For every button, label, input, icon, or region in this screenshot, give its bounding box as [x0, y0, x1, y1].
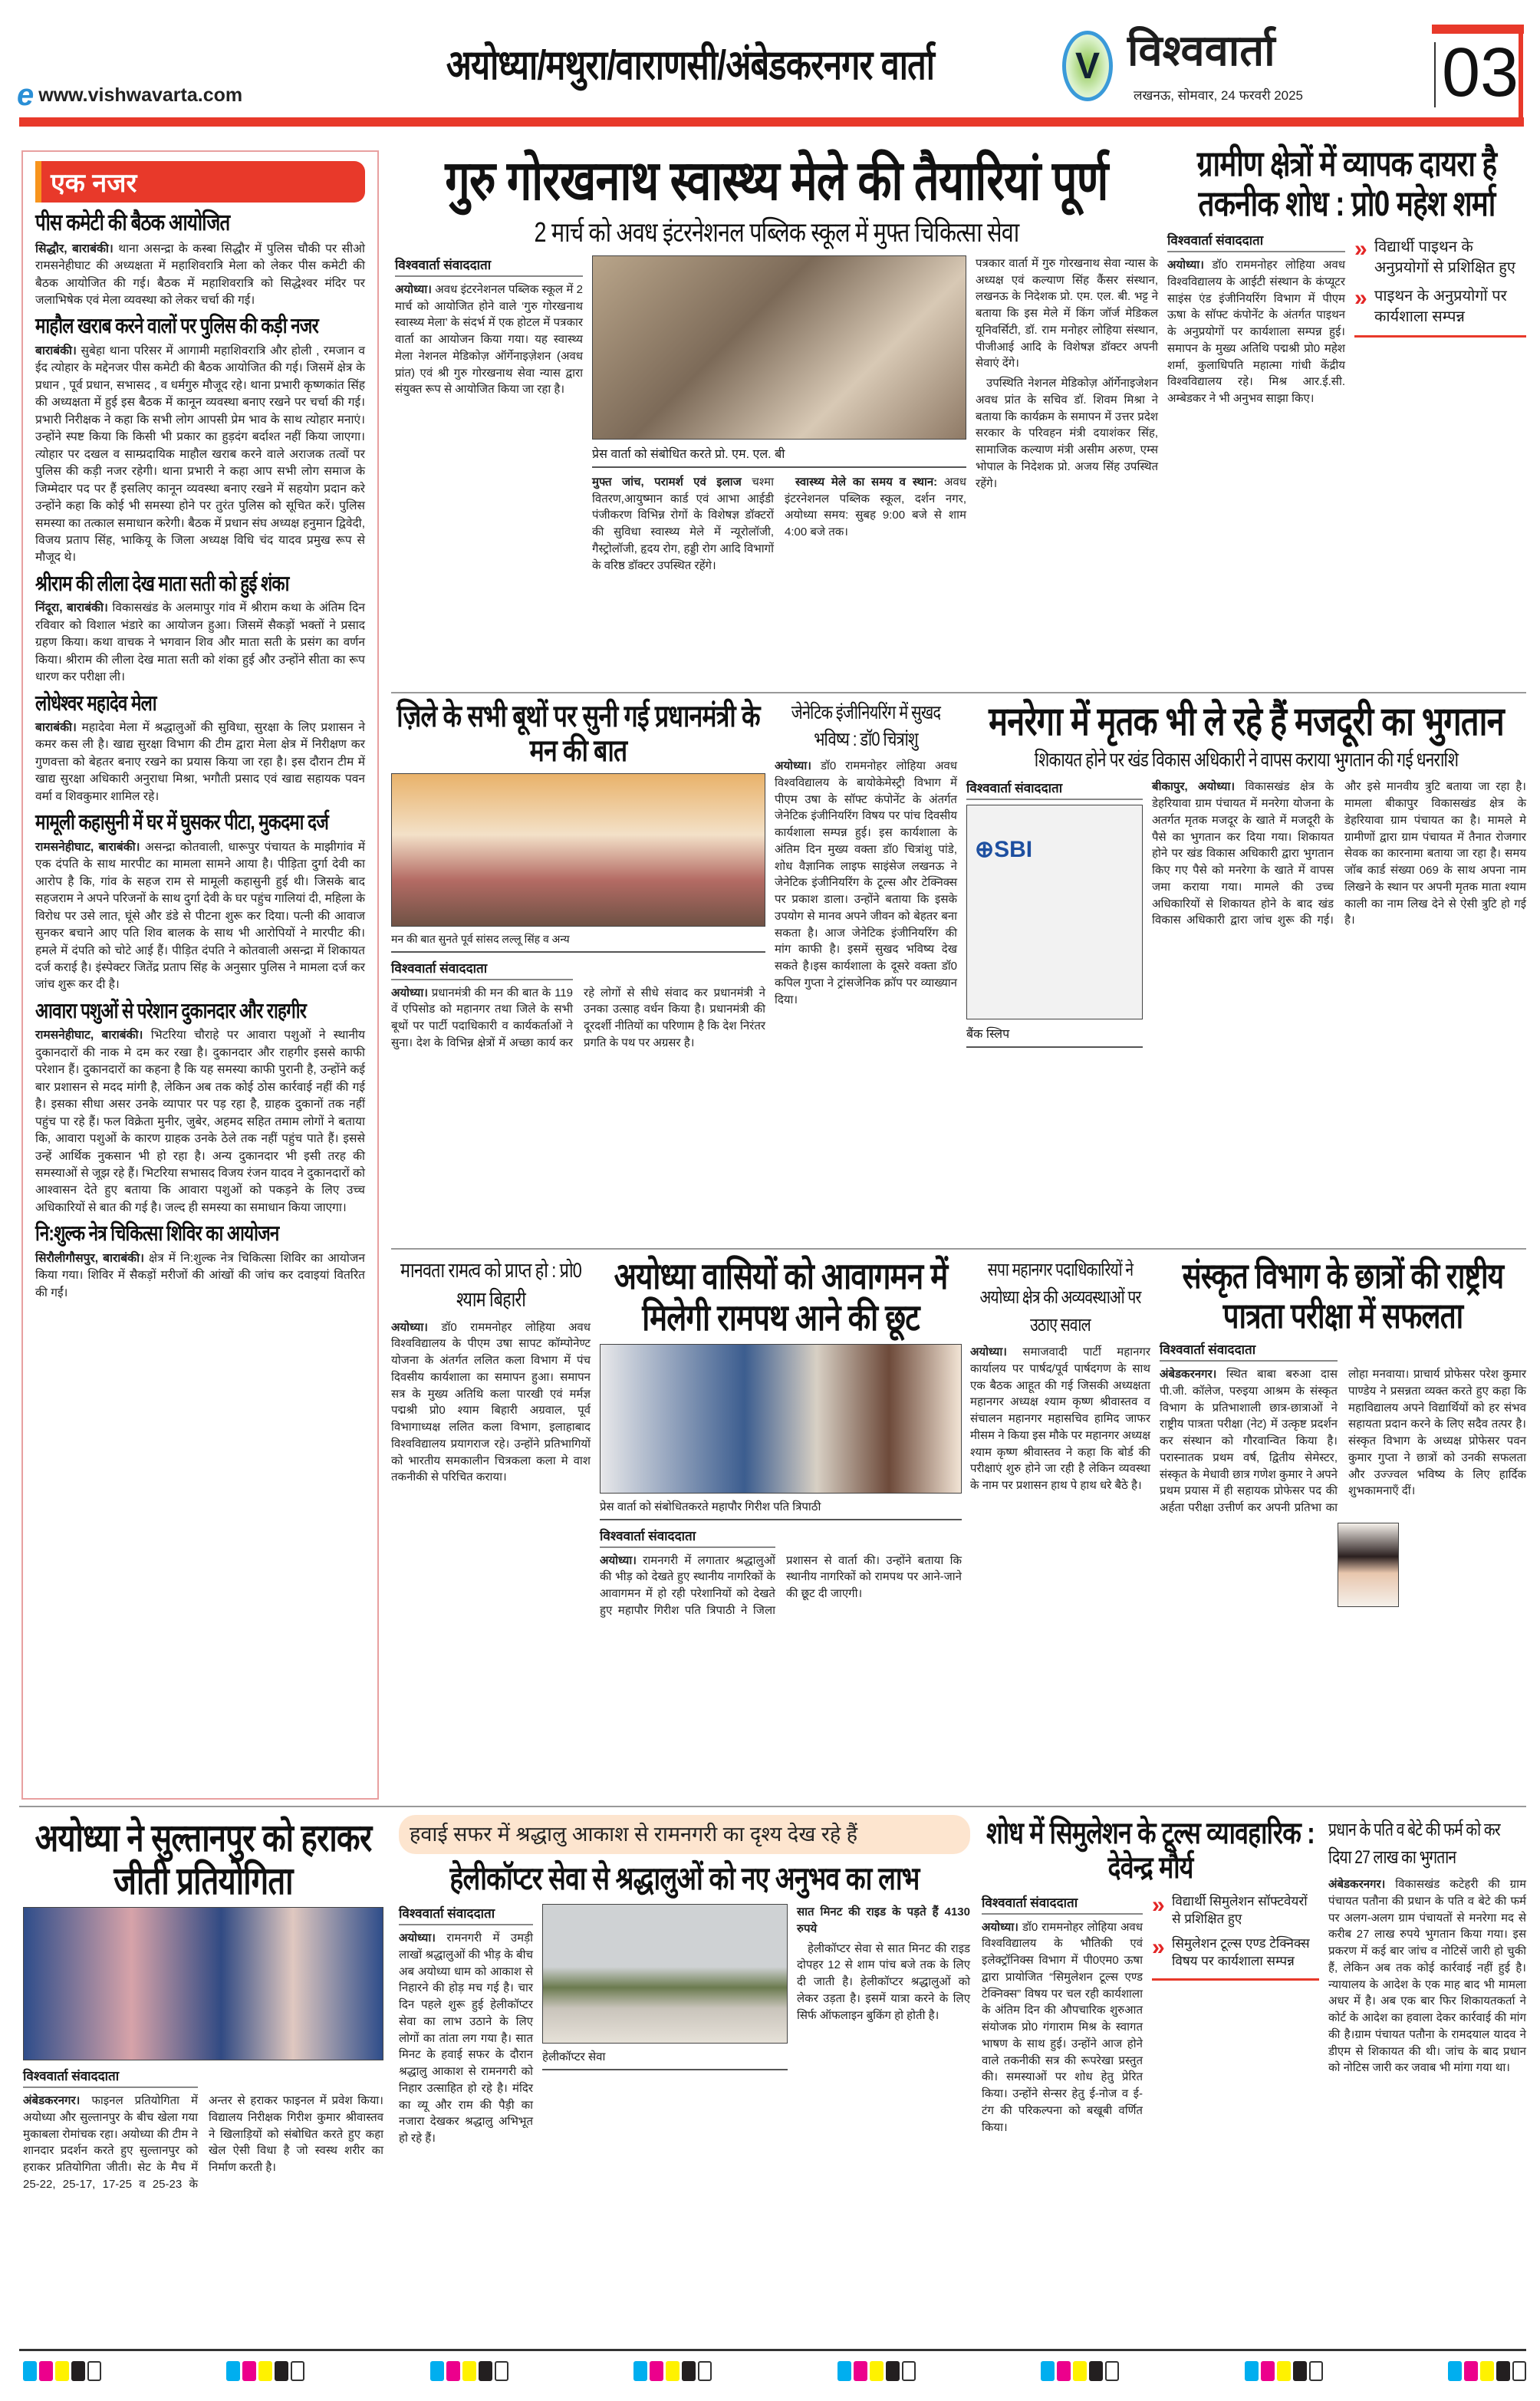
article-body: अयोध्या। समाजवादी पार्टी महानगर कार्यालय पर पार्षद/पूर्व पार्षदगण के साथ एक बैठक आहूत की गई जिसकी अध्यक्षता महानगर अध्यक्ष श्याम कृष्ण श्रीवास्तव व संचालन महानगर महासचिव हामिद जाफर मीसम ने किया इस मौके पर महानगर अध्यक्ष श्याम कृष्ण श्रीवास्तव ने कहा कि बोर्ड की परीक्षाएं शुरु होने जा रही है लेकिन व्यवस्था के नाम पर प्रशासन हाथ पे हाथ धरे बैठे है।: [970, 1345, 1150, 1492]
article-body: बीकापुर, अयोध्या। विकासखंड क्षेत्र के डेहरियावा ग्राम पंचायत में मनरेगा योजना के अतर्गत मृतक मजदूर के खाते में मजदूरी के पैसे का भुगतान कर दिया गया। शिकायत होने पर खंड विकास अधिकारी द्वारा भुगतान किए गए पैसे को मनरेगा के खाते में वापस जमा कराया गया। मामले की उच्च अधिकारियों से शिकायत होने के बाद खंड विकास अधिकारी द्वारा जांच शुरू की गई। और इसे मानवीय त्रुटि बताया जा रहा है। मामला बीकापुर विकासखंड क्षेत्र के डेहरियावा ग्राम पंचायत का है। मामले मे ग्रामीणों द्वारा ग्राम पंचायत में तैनात रोजगार सेवक का कारनामा बताया जा रहा है। समय जॉब कार्ड संख्या 069 के साथ अपना नाम लिखने के स्थान पर अपनी मृतक माता श्याम काली का नाम लिख देने से ऐसी त्रुटि हो गई है।: [1152, 780, 1526, 927]
color-swatch: [1073, 2361, 1087, 2381]
photo-caption: प्रेस वार्ता को संबोधित करते प्रो. एम. एल. बी: [592, 442, 966, 468]
headline: अयोध्या ने सुल्तानपुर को हराकर जीती प्रतियोगिता: [35, 1816, 372, 1902]
photo-caption: मन की बात सुनते पूर्व सांसद लल्लू सिंह व अन्य: [391, 929, 765, 953]
photo-caption: बैंक स्लिप: [966, 1022, 1143, 1048]
brief-body: निंदूरा, बाराबंकी। विकासखंड के अलमापुर गांव में श्रीराम कथा के अंतिम दिन रविवार को विशाल भंडारे का आयोजन हुआ। जिसमें सैकड़ों भक्तों ने प्रसाद ग्रहण किया। कथा वाचक ने भगवान शिव और माता सती के प्रसंग का वर्णन किया। श्रीराम की लीला देख माता सती को शंका हुई और उन्होंने सीता का रूप धारण कर परीक्षा ली।: [35, 601, 365, 684]
article-body: अयोध्या। डॉ0 राममनोहर लोहिया अवध विश्वविद्यालय के भौतिकी एवं इलेक्ट्रॉनिक्स विभाग में पी0एम0 ऊषा द्वारा प्रायोजित “सिमुलेशन टूल्स एण्ड टेक्निक्स” विषय पर चल रही कार्यशाला के अंतिम दिन की औपचारिक शुरुआत संयोजक प्रो0 गंगाराम मिश्र के स्वागत भाषण के साथ हुई। उन्होंने आज होने वाले तकनीकी सत्र की रूपरेखा प्रस्तुत की। समस्याओं पर शोध हेतु प्रेरित किया। उन्होंने सेन्सर हेतु ई-नोज व ई-टंग की परिकल्पना को बखूबी वर्णित किया।: [982, 1920, 1143, 2134]
headline: मानवता रामत्व को प्राप्त हो : प्रो0 श्याम बिहारी: [400, 1259, 581, 1311]
article-body: अयोध्या। रामनगरी में उमड़ी लाखों श्रद्धालुओं की भीड़ के बीच अब अयोध्या धाम को आकाश से निहारने की होड़ मच गई है। चार दिन पहले शुरू हुई हेलीकॉप्टर सेवा का लाभ उठाने के लिए लोगों का तांता लग गया है। सात मिनट के हवाई सफर के दौरान श्रद्धालु आकाश से रामनगरी को निहार उत्साहित हो रहे है। मंदिर का व्यू और राम की पैड़ी का नजारा देखकर श्रद्धालु अभिभूत हो रहे हैं।: [399, 1932, 534, 2146]
color-swatch: [275, 2361, 288, 2381]
article-body: अयोध्या। डॉ0 राममनोहर लोहिया अवध विश्वविद्यालय के बायोकेमेस्ट्री विभाग में पीएम उषा के सॉफ्ट कंपोनेंट के अंतर्गत जेनेटिक इंजीनियरिंग विषय पर पांच दिवसीय कार्यशाला सम्पन्न हुई। इस कार्यशाला के अंतिम दिन मुख्य वक्ता डॉ0 चित्रांशु पांडे, शोध वैज्ञानिक लाइफ साइंसेज लखनऊ ने जेनेटिक इंजीनियरिंग के टूल्स और टेक्निक्स पर प्रकाश डाला। उन्होंने बताया कि इसके उपयोग से मानव अपने जीवन को बेहतर बना सकता है। आज जेनेटिक इंजीनियरिंग की मांग काफी है। इसमें सुखद भविष्य देख सकते है।इस कार्यशाला के दूसरे वक्ता डॉ0 कपिल गुप्ता ने ट्रांसजेनिक क्रॉप पर व्याख्यान दिया।: [775, 759, 957, 1006]
color-swatch: [71, 2361, 85, 2381]
byline: विश्ववार्ता संवाददाता: [1160, 1340, 1338, 1362]
headline: जेनेटिक इंजीनियरिंग में सुखद भविष्य : डॉ0 चित्रांशु: [791, 702, 941, 750]
color-swatch: [870, 2361, 884, 2381]
print-color-marks: [23, 2361, 1526, 2381]
lead-headline: गुरु गोरखनाथ स्वास्थ्य मेले की तैयारियां पूर्ण: [445, 150, 1108, 212]
color-swatch: [1245, 2361, 1259, 2381]
genetic-article: [775, 700, 957, 1011]
color-swatch: [258, 2361, 272, 2381]
helicopter-photo: [542, 1904, 788, 2044]
news-brief: [35, 691, 365, 806]
brief-headline: नि:शुल्क नेत्र चिकित्सा शिविर का आयोजन: [35, 1221, 279, 1246]
headline: ग्रामीण क्षेत्रों में व्यापक दायरा है तकनीक शोध : प्रो0 महेश शर्मा: [1196, 143, 1497, 223]
divider: [391, 692, 1526, 693]
brief-headline: पीस कमेटी की बैठक आयोजित: [35, 210, 230, 235]
color-swatch: [633, 2361, 647, 2381]
tech-research-article: [1167, 144, 1526, 410]
color-swatch: [650, 2361, 663, 2381]
photo-caption: हेलीकॉप्टर सेवा: [542, 2046, 788, 2070]
byline: विश्ववार्ता संवाददाता: [399, 1904, 533, 1925]
simulation-article: [982, 1816, 1319, 2139]
byline: विश्ववार्ता संवाददाता: [1167, 231, 1345, 252]
article-body: पत्रकार वार्ता में गुरु गोरखनाथ सेवा न्यास के अध्यक्ष एवं कल्याण सिंह कैंसर संस्थान, लखनऊ के निदेशक प्रो. एम. एल. बी. भट्ट ने बताया कि इस मेले में किंग जॉर्ज मेडिकल यूनिवर्सिटी, डॉ. राम मनोहर लोहिया संस्थान, पीजीआई आदि के विशेषज्ञ डॉक्टर अपनी सेवाएं देंगे। उपस्थिति नेशनल मेडिकोज़ ऑर्गेनाइजेशन अवध प्रांत के सचिव डॉ. शिवम मिश्रा ने बताया कि कार्यक्रम के समापन में उत्तर प्रदेश सरकार के परिवहन मंत्री दयाशंकर सिंह, सामाजिक कल्याण मंत्री असीम अरुण, एम्स भोपाल के निदेशक प्रो. अजय सिंह उपस्थित रहेंगे।: [976, 256, 1158, 490]
kicker: हवाई सफर में श्रद्धालु आकाश से रामनगरी का दृश्य देख रहे हैं: [399, 1815, 970, 1854]
article-body: अयोध्या। डॉ0 राममनोहर लोहिया अवध विश्वविद्यालय के आईटी संस्थान के कंप्यूटर साइंस एंड इंजीनियरिंग विभाग में पीएम ऊषा के सॉफ्ट कंपोनेंट के अंतर्गत पाइथन के अनुप्रयोगों पर कार्यशाला सम्पन्न हुई। समापन के मुख्य अतिथि पद्मश्री प्रो0 महेश शर्मा, कुलाधिपति महात्मा गांधी केंद्रीय विश्वविद्यालय रहे। मिश्र आर.ई.सी. अम्बेडकर ने भी अनुभव साझा किए।: [1167, 259, 1345, 406]
color-swatch: [1448, 2361, 1462, 2381]
color-swatch: [854, 2361, 867, 2381]
event-photo: [391, 773, 765, 927]
lead-article: [395, 150, 1158, 574]
team-photo: [23, 1907, 383, 2060]
color-registration-mark: [1245, 2361, 1323, 2381]
highlight-bullet: » विद्यार्थी सिमुलेशन सॉफ्टवेयरों से प्रशिक्षित हुए: [1152, 1893, 1319, 1928]
page-number: 03: [1442, 35, 1519, 111]
divider: [391, 1248, 1526, 1250]
color-swatch: [1057, 2361, 1071, 2381]
brief-body: रामसनेहीघाट, बाराबंकी। असन्द्रा कोतवाली, धारूपुर पंचायत के माझीगांव में एक दंपति के साथ मारपीट का मामला सामने आया है। पीड़िता दुर्गा देवी का आरोप है कि, गांव के सहज राम से मामूली कहासुनी हुई थी। जिसके बाद सहजराम ने अपने परिजनों के साथ दुर्गा देवी के घर पहुंच गालियां दी, महिला के विरोध पर उसे लात, घूंसे और डंडे से पीटना शुरू कर दिया। पत्नी की आवाज सुनकर बचाने आए पति शिव बालक के साथ भी आरोपियों ने मारपीट की। हमले में दंपति को चोटे आई हैं। पीड़ित दंपति ने कोतवाली असन्द्रा में शिकायत दर्ज कराई है। इंस्पेक्टर जितेंद्र प्रताप सिंह के अनुसार पुलिस ने मामला दर्ज कर जांच शुरू कर दी है।: [35, 840, 365, 992]
news-brief: [35, 571, 365, 687]
color-swatch: [430, 2361, 444, 2381]
ek-nazar-label: एक नजर: [35, 161, 365, 203]
brief-headline: लोधेश्वर महादेव मेला: [35, 690, 156, 715]
color-swatch: [1480, 2361, 1494, 2381]
headline: संस्कृत विभाग के छात्रों की राष्ट्रीय पात्रता परीक्षा में सफलता: [1182, 1256, 1504, 1336]
sp-article: [970, 1256, 1150, 1497]
brief-body: सिद्धौर, बाराबंकी। थाना असन्द्रा के कस्बा सिद्धौर में पुलिस चौकी पर सीओ रामसनेहीघाट की अध्यक्षता में महाशिवरात्रि मेला को लेकर पीस कमेटी की बैठक आयोजित की गई। बैठक में महाशिवरात्रि को सिद्धेश्वर मंदिर पर जलाभिषेक एवं मेला व्यवस्था को लेकर चर्चा की गई।: [35, 242, 365, 307]
headline: प्रधान के पति व बेटे की फर्म को कर दिया 27 लाख का भुगतान: [1328, 1820, 1500, 1868]
color-registration-mark: [226, 2361, 304, 2381]
color-swatch: [682, 2361, 696, 2381]
color-registration-mark: [430, 2361, 508, 2381]
color-swatch: [886, 2361, 900, 2381]
masthead-rule: [19, 117, 1524, 127]
article-body: अयोध्या। रामनगरी में लगातार श्रद्धालुओं की भीड़ को देखते हुए स्थानीय नागरिकों के आवागमन में हो रही परेशानियों को देखते हुए महापौर गिरीश पति त्रिपाठी ने जिला प्रशासन से वार्ता की। उन्होंने बताया कि स्थानीय नागरिकों को रामपथ पर आने-जाने की छूट दी जाएगी।: [600, 1553, 962, 1617]
headline: शोध में सिमुलेशन के टूल्स व्यावहारिक : देवेन्द्र मौर्य: [986, 1816, 1315, 1885]
page-number-edge: [1519, 25, 1523, 124]
headline: हेलीकॉप्टर सेवा से श्रद्धालुओं को नए अनुभव का लाभ: [449, 1860, 920, 1897]
crosshair-swatch: [1512, 2361, 1526, 2381]
news-brief: [35, 810, 365, 994]
color-swatch: [666, 2361, 680, 2381]
headline: सपा महानगर पदाधिकारियों ने अयोध्या क्षेत्र की अव्यवस्थाओं पर उठाए सवाल: [979, 1260, 1141, 1336]
byline: विश्ववार्ता संवाददाता: [600, 1527, 775, 1548]
color-swatch: [55, 2361, 69, 2381]
color-swatch: [1496, 2361, 1510, 2381]
mann-ki-baat-article: [391, 700, 765, 1053]
headline: मनरेगा में मृतक भी ले रहे हैं मजदूरी का भुगतान: [989, 700, 1504, 744]
byline: विश्ववार्ता संवाददाता: [23, 2067, 198, 2088]
lead-photo: [592, 255, 966, 440]
page-number-bar: [1432, 25, 1524, 34]
color-swatch: [1041, 2361, 1055, 2381]
color-registration-mark: [23, 2361, 101, 2381]
color-swatch: [479, 2361, 492, 2381]
crosshair-swatch: [495, 2361, 508, 2381]
photo-caption: प्रेस वार्ता को संबोधितकरते महापौर गिरीश पति त्रिपाठी: [600, 1496, 962, 1520]
byline: विश्ववार्ता संवाददाता: [395, 255, 583, 277]
paper-logo: V: [1062, 31, 1113, 101]
crosshair-swatch: [291, 2361, 304, 2381]
article-body: सात मिनट की राइड के पड़ते हैं 4130 रुपये हेलीकॉप्टर सेवा से सात मिनट की राइड दोपहर 12 से शाम पांच बजे तक के लिए दी जाती है। हेलीकॉप्टर श्रद्धालुओं को लेकर उड़ता है। इसमें यात्रा करने के लिए सिर्फ ऑफलाइन बुकिंग हो होती है।: [797, 1905, 970, 2022]
divider: [1434, 42, 1436, 107]
highlight-bullet: » सिमुलेशन टूल्स एण्ड टेक्निक्स विषय पर कार्यशाला सम्पन्न: [1152, 1935, 1319, 1971]
color-swatch: [837, 2361, 851, 2381]
brief-headline: आवारा पशुओं से परेशान दुकानदार और राहगीर: [35, 998, 307, 1023]
rampath-article: [600, 1256, 962, 1619]
subhead: शिकायत होने पर खंड विकास अधिकारी ने वापस कराया भुगतान की गई धनराशि: [1034, 748, 1459, 772]
footer-rule: [19, 2349, 1526, 2351]
color-swatch: [462, 2361, 476, 2381]
article-body: अंबेडकरनगर। फाइनल प्रतियोगिता में अयोध्या और सुल्तानपुर के बीच खेला गया मुकाबला रोमांचक रहा। अयोध्या की टीम ने शानदार प्रदर्शन करते हुए सुल्तानपुर को हराकर प्रतियोगिता जीती। सेट के मैच में 25-22, 25-17, 17-25 व 25-23 के अन्तर से हराकर फाइनल में प्रवेश किया। विद्यालय निरीक्षक गिरीश कुमार श्रीवास्तव ने खिलाड़ियों को संबोधित करते हुए कहा खेल ऐसी विधा है जो स्वस्थ शरीर का निर्माण करती है।: [23, 2094, 383, 2191]
student-photo: [1338, 1523, 1399, 1607]
crosshair-swatch: [1309, 2361, 1323, 2381]
news-brief: [35, 999, 365, 1217]
bank-slip-photo: [966, 805, 1143, 1019]
color-swatch: [1089, 2361, 1103, 2381]
byline: विश्ववार्ता संवाददाता: [982, 1893, 1143, 1915]
headline: ज़िले के सभी बूथों पर सुनी गई प्रधानमंत्री के मन की बात: [397, 700, 760, 768]
divider: [19, 1806, 1526, 1807]
article-body: अयोध्या। अवध इंटरनेशनल पब्लिक स्कूल में 2 मार्च को आयोजित होने वाले ‘गुरु गोरखनाथ स्वास्थ्य मेला’ के संदर्भ में एक होटल में पत्रकार वार्ता का आयोजन किया गया। यह स्वास्थ्य मेला नेशनल मेडिकोज़ ऑर्गेनाइज़ेशन (अवध प्रांत) एवं श्री गुरु गोरखनाथ सेवा न्यास द्वारा संयुक्त रूप से आयोजित किया जा रहा है।: [395, 282, 583, 397]
crosshair-swatch: [902, 2361, 916, 2381]
sanskrit-article: [1160, 1256, 1526, 1607]
divider: [1152, 1978, 1319, 1981]
color-swatch: [1464, 2361, 1478, 2381]
highlight-bullet: » पाइथन के अनुप्रयोगों पर कार्यशाला सम्पन्न: [1354, 286, 1526, 328]
color-registration-mark: [1448, 2361, 1526, 2381]
color-swatch: [39, 2361, 53, 2381]
press-conference-photo: [600, 1344, 962, 1494]
manrega-article: [966, 700, 1526, 1054]
article-body: अयोध्या। प्रधानमंत्री की मन की बात के 119 वें एपिसोड को महानगर तथा जिले के सभी बूथों पर पार्टी पदाधिकारी व कार्यकर्ताओं ने सुना। देश के विभिन्न क्षेत्रों में अच्छा कार्य कर रहे लोगों से सीधे संवाद कर प्रधानमंत्री ने उनका उत्साह वर्धन किया है। प्रधानमंत्री की दूरदर्शी नीतियों का परिणाम है कि देश निरंतर प्रगति के पथ पर अग्रसर है।: [391, 986, 765, 1049]
color-swatch: [1277, 2361, 1291, 2381]
crosshair-swatch: [1105, 2361, 1119, 2381]
brief-headline: माहौल खराब करने वालों पर पुलिस की कड़ी नजर: [35, 314, 318, 338]
crosshair-swatch: [698, 2361, 712, 2381]
color-registration-mark: [633, 2361, 712, 2381]
news-brief: [35, 210, 365, 309]
article-body: अयोध्या। डॉ0 राममनोहर लोहिया अवध विश्वविद्यालय के पीएम उषा सापट कॉम्पोनेण्ट योजना के अंतर्गत ललित कला विभाग में पंच दिवसीय कार्यशाला का समापन हुआ। समापन सत्र के मुख्य अतिथि कला पारखी एवं मर्मज्ञ पद्मश्री प्रो0 श्याम बिहारी अग्रवाल, पूर्व विभागाध्यक्ष ललित कला विभाग, इलाहाबाद विश्वविद्यालय प्रयागराज रहे। उन्होंने प्रतिभागियों को भारतीय समकालीन चित्रकला कला मे वाश तकनीकी से परिचित कराया।: [391, 1320, 591, 1484]
lead-subhead: 2 मार्च को अवध इंटरनेशनल पब्लिक स्कूल में मुफ्त चिकित्सा सेवा: [534, 216, 1019, 248]
pradhan-article: [1328, 1816, 1526, 2080]
color-registration-mark: [1041, 2361, 1119, 2381]
news-brief: [35, 314, 365, 566]
edition-title: अयोध्या/मथुरा/वाराणसी/अंबेडकरनगर वार्ता: [446, 42, 935, 88]
browser-e-icon: e: [17, 78, 35, 112]
article-body: मुफ्त जांच, परामर्श एवं इलाज चश्मा वितरण,आयुष्मान कार्ड एवं आभा आईडी पंजीकरण विभिन्न रोगों के विशेषज्ञ डॉक्टरों की सुविधा स्वास्थ्य मेले में न्यूरोलॉजी, गैस्ट्रोलॉजी, हृदय रोग, हड्डी रोग आदि विभागों के वरिष्ठ डॉक्टर उपस्थित रहेंगे। स्वास्थ्य मेले का समय व स्थान: अवध इंटरनेशनल पब्लिक स्कूल, दर्शन नगर, अयोध्या समय: सुबह 9:00 बजे से शाम 4:00 बजे तक।: [592, 475, 966, 572]
color-registration-mark: [837, 2361, 916, 2381]
website-link[interactable]: e www.vishwavarta.com: [17, 78, 243, 112]
sbi-logo-icon: ⊕SBI: [975, 837, 1033, 863]
news-brief: [35, 1221, 365, 1302]
issue-date: लखनऊ, सोमवार, 24 फरवरी 2025: [1134, 88, 1304, 103]
sultanpur-article: [23, 1816, 383, 2193]
divider: [1354, 335, 1526, 338]
highlight-bullet: » विद्यार्थी पाइथन के अनुप्रयोगों से प्रशिक्षित हुए: [1354, 237, 1526, 278]
color-swatch: [1293, 2361, 1307, 2381]
headline: अयोध्या वासियों को आवागमन में मिलेगी रामपथ आने की छूट: [614, 1256, 948, 1339]
article-body: अंबेडकरनगर। विकासखंड कटेहरी की ग्राम पंचायत पतौना की प्रधान के पति व बेटे की फर्म पर अलग-अलग ग्राम पंचायतों से मनरेगा मद से करीब 27 लाख रुपये भुगतान किया गया। इस प्रकरण में कई बार जांच व नोटिसें जारी हो चुकी हैं, लेकिन अब तक कोई कार्रवाई नहीं हुई है। न्यायालय के आदेश के एक माह बाद भी मामला अधर में है। अब एक बार फिर शिकायतकर्ता ने कोर्ट के आदेश का हवाला देकर कार्रवाई की मांग की है।ग्राम पंचायत पतौना के रामदयाल यादव ने डीएम से शिकायत की थी। जांच के बाद प्रधान को नोटिस जारी कर जवाब भी मांगा गया था।: [1328, 1878, 1526, 2075]
crosshair-swatch: [87, 2361, 101, 2381]
brief-body: बाराबंकी। महादेवा मेला में श्रद्धालुओं की सुविधा, सुरक्षा के लिए प्रशासन ने कमर कस ली है। खाद्य सुरक्षा विभाग की टीम द्वारा मेला क्षेत्र में निरीक्षण कर गुणवत्ता को बेहतर बनाए रखने का प्रयास किया जा रहा है। इस दौरान टीम में खाद्य सुरक्षा अधिकारी अनुराधा मिश्रा, भगौती प्रसाद एवं खाद्य सहायक पवन वर्मा व शिवकुमार शामिल रहे।: [35, 720, 365, 803]
article-body: अंबेडकरनगर। स्थित बाबा बरुआ दास पी.जी. कॉलेज, परुइया आश्रम के संस्कृत विभाग के प्रतिभाशाली छात्र-छात्राओं ने राष्ट्रीय पात्रता परीक्षा (नेट) में उत्कृष्ट प्रदर्शन कर संस्थान को गौरवान्वित किया है। परास्नातक प्रथम वर्ष, द्वितीय सेमेस्टर, संस्कृत के मेधावी छात्र गणेश कुमार ने अपने प्रथम प्रयास में ही सहायक प्रोफेसर पद की अर्हता परीक्षा उत्तीर्ण कर अपनी प्रतिभा का लोहा मनवाया। प्राचार्य प्रोफेसर परेश कुमार पाण्डेय ने प्रसन्नता व्यक्त करते हुए कहा कि महाविद्यालय अपने विद्यार्थियों को हर संभव सहायता प्रदान करने के लिए सदैव तत्पर है। संस्कृत विभाग के अध्यक्ष प्रोफेसर पवन कुमार गुप्ता ने छात्रों को उनकी सफलता और उज्ज्वल भविष्य के लिए हार्दिक शुभकामनाएँ दीं।: [1160, 1368, 1526, 1515]
color-swatch: [242, 2361, 256, 2381]
brief-headline: श्रीराम की लीला देख माता सती को हुई शंका: [35, 571, 289, 595]
color-swatch: [446, 2361, 460, 2381]
brief-headline: मामूली कहासुनी में घर में घुसकर पीटा, मुकदमा दर्ज: [35, 810, 329, 835]
brief-body: सिरौलीगौसपुर, बाराबंकी। क्षेत्र में नि:शुल्क नेत्र चिकित्सा शिविर का आयोजन किया गया। शिविर में सैकड़ों मरीजों की आंखों की जांच कर दवाइयां वितरित की गईं।: [35, 1251, 365, 1299]
brief-body: रामसनेहीघाट, बाराबंकी। भिटरिया चौराहे पर आवारा पशुओं ने स्थानीय दुकानदारों की नाक मे दम कर रखा है। दुकानदार और राहगीर इससे काफी परेशान हैं। दुकानदारों का कहना है कि यह समस्या काफी पुरानी है, उन्होंने कई बार प्रशासन से मदद मांगी है, लेकिन अब तक कोई ठोस कार्रवाई नहीं की गई है। इसका सीधा असर उनके व्यापार पर पड़ रहा है, ग्राहक दुकानों तक नहीं पहुंच पा रहे हैं। फल विक्रेता मुनीर, जुबेर, अहमद सहित तमाम लोगों ने बताया कि, आवारा पशुओं के कारण ग्राहक उनके ठेले तक नहीं पहुंच पाते हैं। इससे उन्हें आर्थिक नुकसान भी हो रहा है। अन्य दुकानदार भी इसी तरह की समस्याओं से जूझ रहे हैं। भिटरिया सभासद विजय रंजन यादव ने दुकानदारों को आश्वासन देते हुए बताया कि आवारा पशुओं को पकड़ने के लिए उच्च अधिकारियों से बात की गई है। जल्द ही समस्या का समाधान किया जाएगा।: [35, 1029, 365, 1214]
color-swatch: [1261, 2361, 1275, 2381]
brief-body: बाराबंकी। सुबेहा थाना परिसर में आगामी महाशिवरात्रि और होली , रमजान व ईद त्योहार के मद्देनजर पीस कमेटी की बैठक आयोजित की गई। जिसमें क्षेत्र के प्रधान , पूर्व प्रधान, सभासद , व धर्मगुरु मौजूद रहे। थाना प्रभारी कृष्णकांत सिंह की अध्यक्षता में हुई इस बैठक में कानून व्यवस्था बनाए रखने पर चर्चा की गई। प्रभारी निरीक्षक ने कहा कि सभी लोग आपसी प्रेम भाव के साथ त्योहार मनाएं। उन्होंने स्पष्ट किया कि किसी भी प्रकार का हुड़दंग बर्दाश्त नहीं किया जाएगा। त्योहार पर दखल व साम्प्रदायिक माहौल खराब करने वाले अराजक तत्वों पर पुलिस की कड़ी नजर रहेगी। थाना प्रभारी ने कहा आप सभी लोग समाज के जिम्मेदार पद पर हैं इसलिए कानून व्यवस्था बनाए रखने में सहयोग प्रदान करे उन्होंने कहा कि कोई भी समस्या होने पर तुरंत पुलिस को सूचित करें। पुलिस समस्या का तत्काल समाधान करेगी। बैठक में प्रधान संघ अध्यक्ष हनुमान द्विवेदी, विजय प्रताप सिंह, भाकियू के जिला अध्यक्ष विधि चंद यादव प्रमुख रूप से मौजूद थे।: [35, 344, 365, 565]
helicopter-article: [399, 1815, 970, 2150]
color-swatch: [226, 2361, 240, 2381]
paper-name: विश्ववार्ता: [1127, 26, 1275, 74]
color-swatch: [23, 2361, 37, 2381]
byline: विश्ववार्ता संवाददाता: [966, 779, 1143, 800]
byline: विश्ववार्ता संवाददाता: [391, 959, 573, 980]
manavta-article: [391, 1256, 591, 1489]
ek-nazar-box: [21, 150, 379, 1800]
